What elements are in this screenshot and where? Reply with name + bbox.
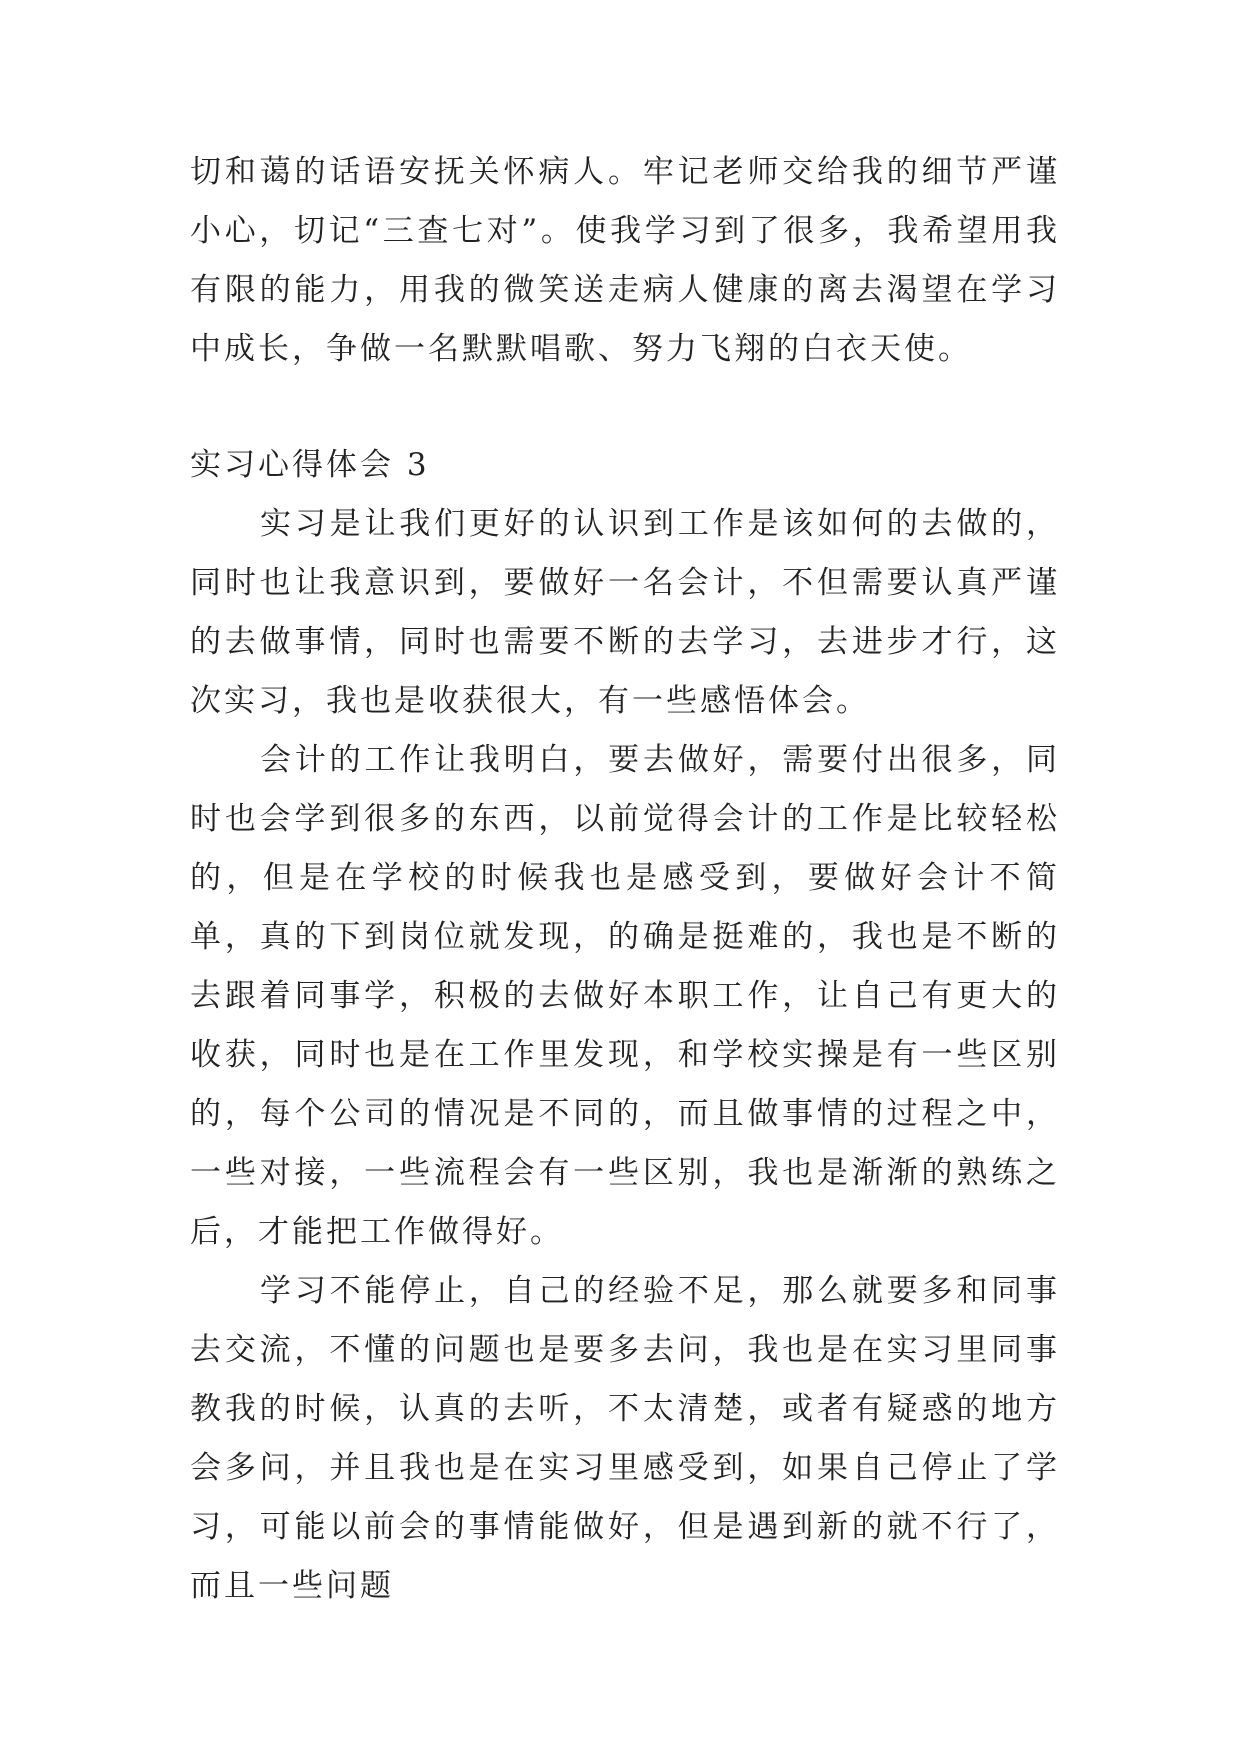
body-paragraph-3: 学习不能停止，自己的经验不足，那么就要多和同事去交流，不懂的问题也是要多去问，我也是在实习里同事教我的时候，认真的去听，不太清楚，或者有疑惑的地方会多问，并且我也是在实习里感受到，如果自己停止了学习，可能以前会的事情能做好，但是遇到新的就不行了，而且一些问题 (190, 1273, 1060, 1604)
section-title: 实习心得体会 3 (190, 447, 430, 483)
section-block (190, 436, 1060, 1616)
text-continuation-block (190, 143, 1060, 379)
body-paragraph-1: 实习是让我们更好的认识到工作是该如何的去做的，同时也让我意识到，要做好一名会计，不但需要认真严谨的去做事情，同时也需要不断的去学习，去进步才行，这次实习，我也是收获很大，有一些感悟体会。 (190, 506, 1060, 719)
continuation-paragraph: 切和蔼的话语安抚关怀病人。牢记老师交给我的细节严谨小心，切记“三查七对”。使我学习到了很多，我希望用我有限的能力，用我的微笑送走病人健康的离去渴望在学习中成长，争做一名默默唱歌、努力飞翔的白衣天使。 (190, 154, 1060, 367)
body-paragraph-2: 会计的工作让我明白，要去做好，需要付出很多，同时也会学到很多的东西，以前觉得会计的工作是比较轻松的，但是在学校的时候我也是感受到，要做好会计不简单，真的下到岗位就发现，的确是挺难的，我也是不断的去跟着同事学，积极的去做好本职工作，让自己有更大的收获，同时也是在工作里发现，和学校实操是有一些区别的，每个公司的情况是不同的，而且做事情的过程之中，一些对接，一些流程会有一些区别，我也是渐渐的熟练之后，才能把工作做得好。 (190, 742, 1060, 1250)
